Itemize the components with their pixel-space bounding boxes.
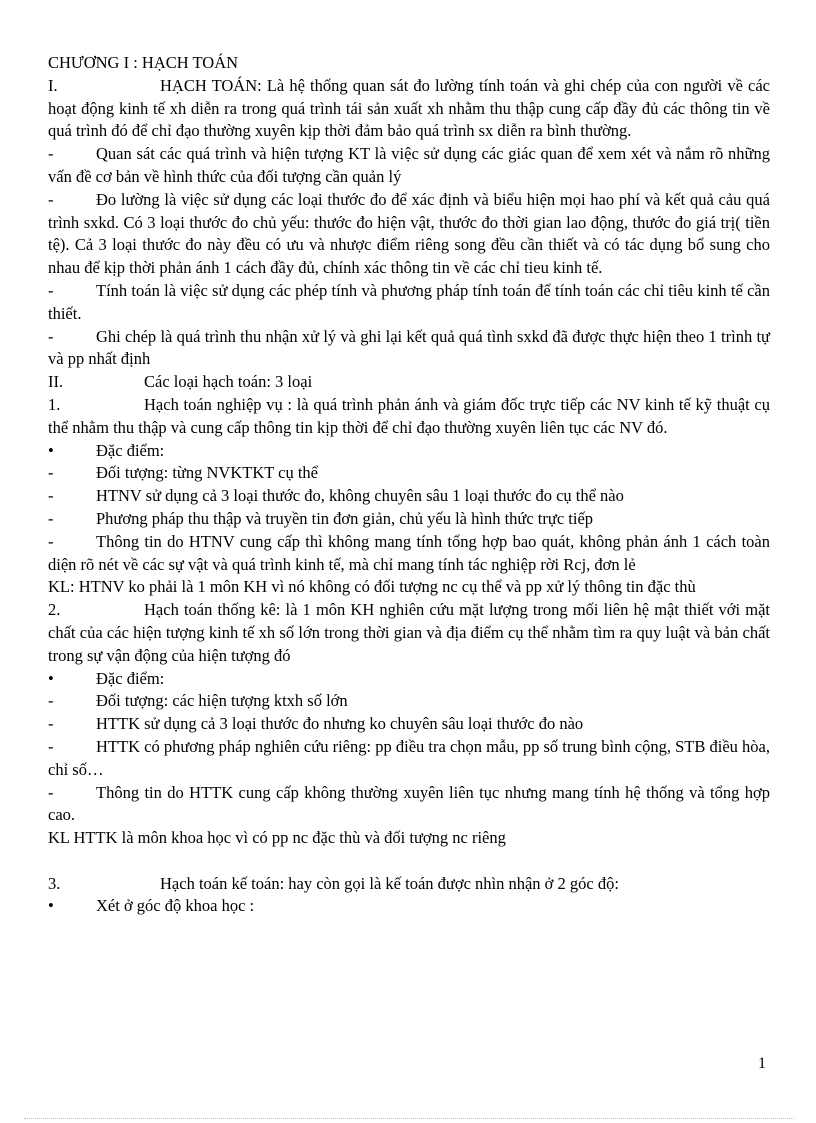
dash-marker: - <box>48 189 54 209</box>
bullet-marker: • <box>48 896 54 916</box>
page-number: 1 <box>758 1055 766 1072</box>
paragraph-text: Quan sát các quá trình và hiện tượng KT là việc sử dụng các giác quan để xem xét và nắm rõ những vấn đề cơ bản về hình thức của đối tượng cần quản lý <box>48 144 770 186</box>
bullet-marker: • <box>48 668 54 688</box>
paragraph-text: Hạch toán kế toán: hay còn gọi là kế toán được nhìn nhận ở 2 góc độ: <box>160 873 619 893</box>
paragraph-text: Đặc điểm: <box>96 440 165 460</box>
dash-item <box>48 485 770 508</box>
section-marker: II. <box>48 372 64 392</box>
dash-item <box>48 189 770 280</box>
dash-marker: - <box>48 531 54 551</box>
chapter-heading: CHƯƠNG I : HẠCH TOÁN <box>48 53 239 72</box>
paragraph-text: HTTK có phương pháp nghiên cứu riêng: pp điều tra chọn mẫu, pp số trung bình cộng, STB điều hòa, chỉ số… <box>48 736 770 779</box>
numbered-item <box>48 873 770 896</box>
paragraph-text: HẠCH TOÁN: Là hệ thống quan sát đo lường tính toán và ghi chép của con người về các hoạt động kinh tế xh diễn ra trong quá trình tái sản xuất xh nhằm thu thập cung cấp đầy đủ các thông tin về quá trình đó để chỉ đạo thường xuyên kịp thời đảm bảo quá trình sx diễn ra bình thường. <box>48 75 770 141</box>
bullet-item <box>48 668 770 691</box>
paragraph-text: Đo lường là việc sử dụng các loại thước đo để xác định và biểu hiện mọi hao phí và kết quả cảu quá trình sxkd. Có 3 loại thước đo chủ yếu: thước đo hiện vật, thước đo thời gian lao động, thước đo giá trị( tiền tệ). Cả 3 loại thước đo này đều có ưu và nhược điểm riêng song đều cần thiết và có tác dụng bổ sung cho nhau để kịp thời phản ánh 1 cách đầy đủ, chính xác thông tin về các chỉ tieu kinh tế. <box>48 189 770 278</box>
paragraph-text: Tính toán là việc sử dụng các phép tính và phương pháp tính toán để tính toán các chỉ tiêu kinh tế cần thiết. <box>48 280 770 323</box>
paragraph-text: Đối tượng: các hiện tượng ktxh số lớn <box>96 691 348 711</box>
dash-item <box>48 531 770 577</box>
number-marker: 2. <box>48 600 61 620</box>
paragraph-text: Thông tin do HTTK cung cấp không thường xuyên liên tục nhưng mang tính hệ thống và tổng hợp cao. <box>48 782 770 825</box>
bullet-marker: • <box>48 440 54 460</box>
dash-item <box>48 508 770 531</box>
dash-marker: - <box>48 463 54 483</box>
paragraph-text: Ghi chép là quá trình thu nhận xử lý và ghi lại kết quả quá tình sxkd đã được thực hiện theo 1 trình tự và pp nhất định <box>48 326 770 369</box>
dash-item <box>48 462 770 485</box>
dash-marker: - <box>48 508 54 528</box>
dash-item <box>48 690 770 713</box>
bullet-item <box>48 440 770 463</box>
numbered-item <box>48 394 770 440</box>
dash-item <box>48 736 770 782</box>
document-page <box>48 52 770 918</box>
blank-line <box>48 850 770 873</box>
bullet-item <box>48 895 770 918</box>
dash-marker: - <box>48 691 54 711</box>
paragraph-text: Hạch toán thống kê: là 1 môn KH nghiên cứu mặt lượng trong mối liên hệ mật thiết với mặt chất của các hiện tượng kinh tế xh số lớn trong thời gian và địa điểm cụ thể nhằm tìm ra quy luật và bản chất trong sự vận động của hiện tượng đó <box>48 600 770 665</box>
conclusion-paragraph: KL HTTK là môn khoa học vì có pp nc đặc thù và đối tượng nc riêng <box>48 828 506 848</box>
dash-item <box>48 280 770 326</box>
dash-item <box>48 782 770 828</box>
paragraph-text: Hạch toán nghiệp vụ : là quá trình phản ánh và giám đốc trực tiếp các NV kinh tế kỹ thuật cụ thể nhằm thu thập và cung cấp thông tin kịp thời để chỉ đạo thường xuyên liên tục các NV đó. <box>48 394 770 437</box>
number-marker: 1. <box>48 394 61 414</box>
dash-marker: - <box>48 486 54 506</box>
dash-marker: - <box>48 736 54 756</box>
paragraph-text: Đặc điểm: <box>96 668 165 688</box>
section-2-heading <box>48 371 770 394</box>
paragraph-text: Phương pháp thu thập và truyền tin đơn giản, chủ yếu là hình thức trực tiếp <box>96 508 594 528</box>
paragraph-text: Xét ở góc độ khoa học : <box>96 896 255 916</box>
number-marker: 3. <box>48 873 61 893</box>
dash-marker: - <box>48 280 54 300</box>
paragraph-text: Các loại hạch toán: 3 loại <box>144 372 313 392</box>
section-1-paragraph <box>48 75 770 143</box>
dash-marker: - <box>48 326 54 346</box>
dash-marker: - <box>48 782 54 802</box>
section-marker: I. <box>48 75 58 95</box>
dash-item <box>48 713 770 736</box>
page-bottom-divider <box>24 1118 794 1119</box>
paragraph-text: HTTK sử dụng cả 3 loại thước đo nhưng ko chuyên sâu loại thước đo nào <box>96 714 584 734</box>
paragraph-text: HTNV sử dụng cả 3 loại thước đo, không chuyên sâu 1 loại thước đo cụ thể nào <box>96 486 624 506</box>
paragraph-text: Đối tượng: từng NVKTKT cụ thể <box>96 463 318 483</box>
conclusion-paragraph: KL: HTNV ko phải là 1 môn KH vì nó không có đối tượng nc cụ thể và pp xử lý thông tin đặc thù <box>48 577 696 597</box>
dash-marker: - <box>48 714 54 734</box>
dash-item <box>48 326 770 372</box>
dash-item <box>48 143 770 189</box>
dash-marker: - <box>48 144 54 164</box>
numbered-item <box>48 599 770 667</box>
paragraph-text: Thông tin do HTNV cung cấp thì không mang tính tổng hợp bao quát, không phản ánh 1 cách toàn diện rõ nét về các sự vật và quá trình kinh tế, mà chỉ mang tính tác nghiệp rời Rcj, đơn lẻ <box>48 531 770 574</box>
